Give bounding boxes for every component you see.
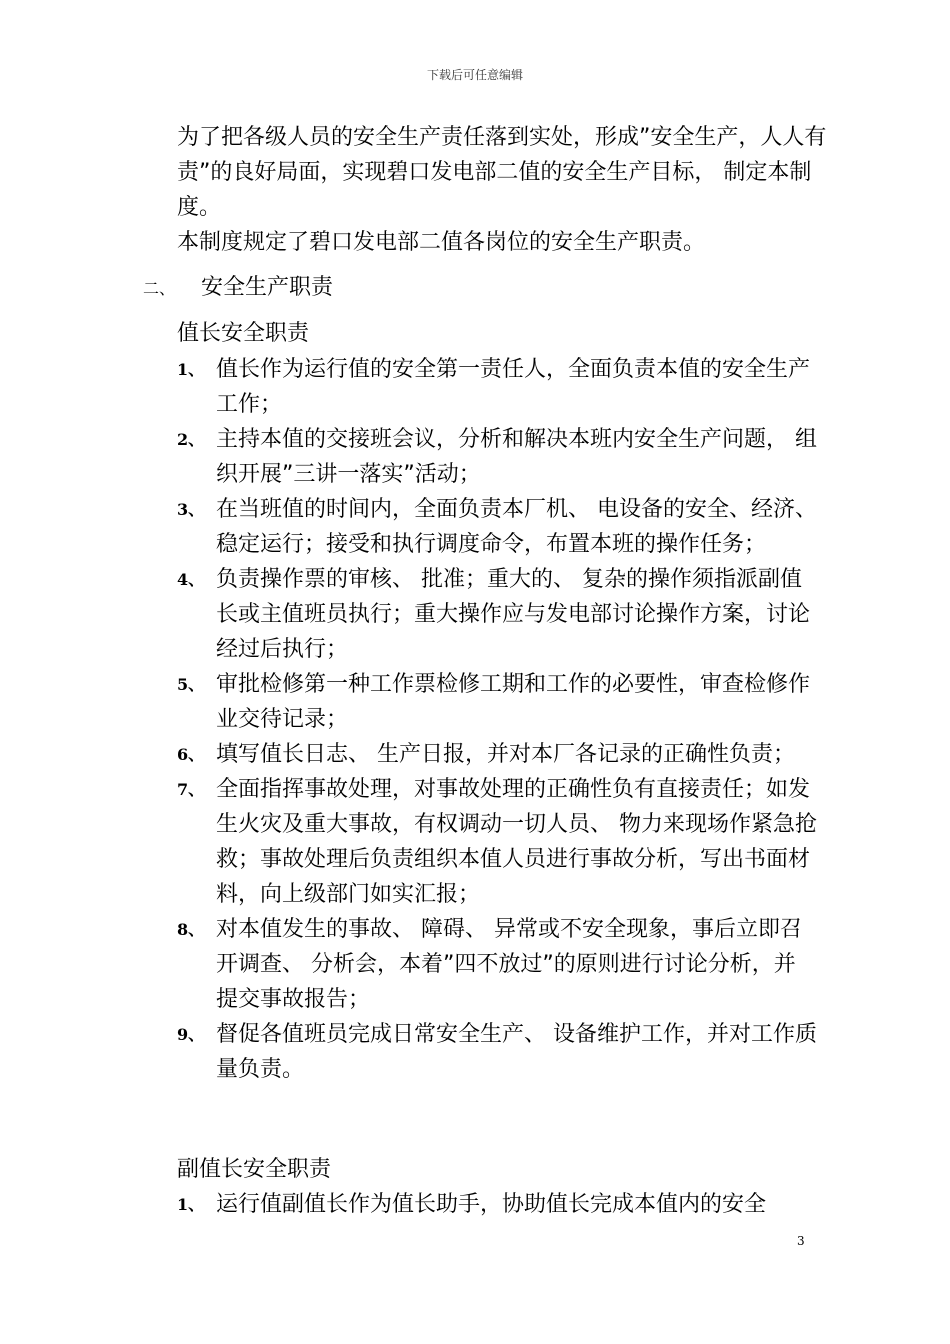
item-text: 督促各值班员完成日常安全生产、 设备维护工作，并对工作质量负责。 bbox=[216, 1022, 817, 1082]
item-number: 4、 bbox=[177, 570, 205, 589]
list-item bbox=[177, 737, 817, 772]
item-number: 6、 bbox=[177, 745, 205, 764]
list-item bbox=[177, 492, 817, 562]
item-number: 9、 bbox=[177, 1025, 205, 1044]
group2-title: 副值长安全职责 bbox=[177, 1157, 332, 1182]
list-item bbox=[177, 422, 817, 492]
item-text: 值长作为运行值的安全第一责任人，全面负责本值的安全生产工作； bbox=[216, 357, 811, 417]
item-text: 运行值副值长作为值长助手，协助值长完成本值内的安全 bbox=[216, 1192, 767, 1217]
list-item bbox=[177, 667, 817, 737]
item-text: 负责操作票的审核、 批准；重大的、 复杂的操作须指派副值长或主值班员执行；重大操作应与发电部讨论操作方案，讨论经过后执行； bbox=[216, 567, 811, 662]
item-number: 7、 bbox=[177, 780, 205, 799]
item-number: 8、 bbox=[177, 920, 205, 939]
group2-list bbox=[177, 1187, 817, 1222]
list-item bbox=[177, 1187, 817, 1222]
page-header: 下载后可任意编辑 bbox=[426, 68, 523, 82]
group1-list bbox=[177, 352, 817, 1087]
intro-paragraph-1: 为了把各级人员的安全生产责任落到实处，形成”安全生产，人人有责”的良好局面，实现碧口发电部二值的安全生产目标， 制定本制度。 bbox=[177, 125, 827, 220]
item-text: 对本值发生的事故、 障碍、 异常或不安全现象，事后立即召开调查、 分析会，本着”四不放过”的原则进行讨论分析，并提交事故报告； bbox=[216, 917, 802, 1012]
item-number: 3、 bbox=[177, 500, 205, 519]
group1-title: 值长安全职责 bbox=[177, 321, 310, 346]
intro-text bbox=[177, 120, 827, 260]
list-item bbox=[177, 352, 817, 422]
section-heading bbox=[143, 270, 333, 306]
item-text: 填写值长日志、 生产日报，并对本厂各记录的正确性负责； bbox=[216, 742, 795, 767]
item-number: 2、 bbox=[177, 430, 205, 449]
item-number: 1、 bbox=[177, 1195, 205, 1214]
item-text: 全面指挥事故处理，对事故处理的正确性负有直接责任；如发生火灾及重大事故，有权调动一切人员、 物力来现场作紧急抢救；事故处理后负责组织本值人员进行事故分析，写出书面材料，向上级部门如实汇报； bbox=[216, 777, 817, 907]
item-number: 5、 bbox=[177, 675, 205, 694]
section-title: 安全生产职责 bbox=[201, 275, 334, 300]
list-item bbox=[177, 912, 817, 1017]
page-number: 3 bbox=[797, 1234, 805, 1248]
item-text: 审批检修第一种工作票检修工期和工作的必要性，审查检修作业交待记录； bbox=[216, 672, 811, 732]
section-number: 二、 bbox=[143, 279, 176, 298]
list-item bbox=[177, 1017, 817, 1087]
list-item bbox=[177, 562, 817, 667]
list-item bbox=[177, 772, 817, 912]
item-text: 主持本值的交接班会议，分析和解决本班内安全生产问题， 组织开展”三讲一落实”活动； bbox=[216, 427, 817, 487]
item-text: 在当班值的时间内，全面负责本厂机、 电设备的安全、经济、 稳定运行；接受和执行调度命令，布置本班的操作任务； bbox=[216, 497, 817, 557]
intro-paragraph-2: 本制度规定了碧口发电部二值各岗位的安全生产职责。 bbox=[177, 230, 706, 255]
item-number: 1、 bbox=[177, 360, 205, 379]
